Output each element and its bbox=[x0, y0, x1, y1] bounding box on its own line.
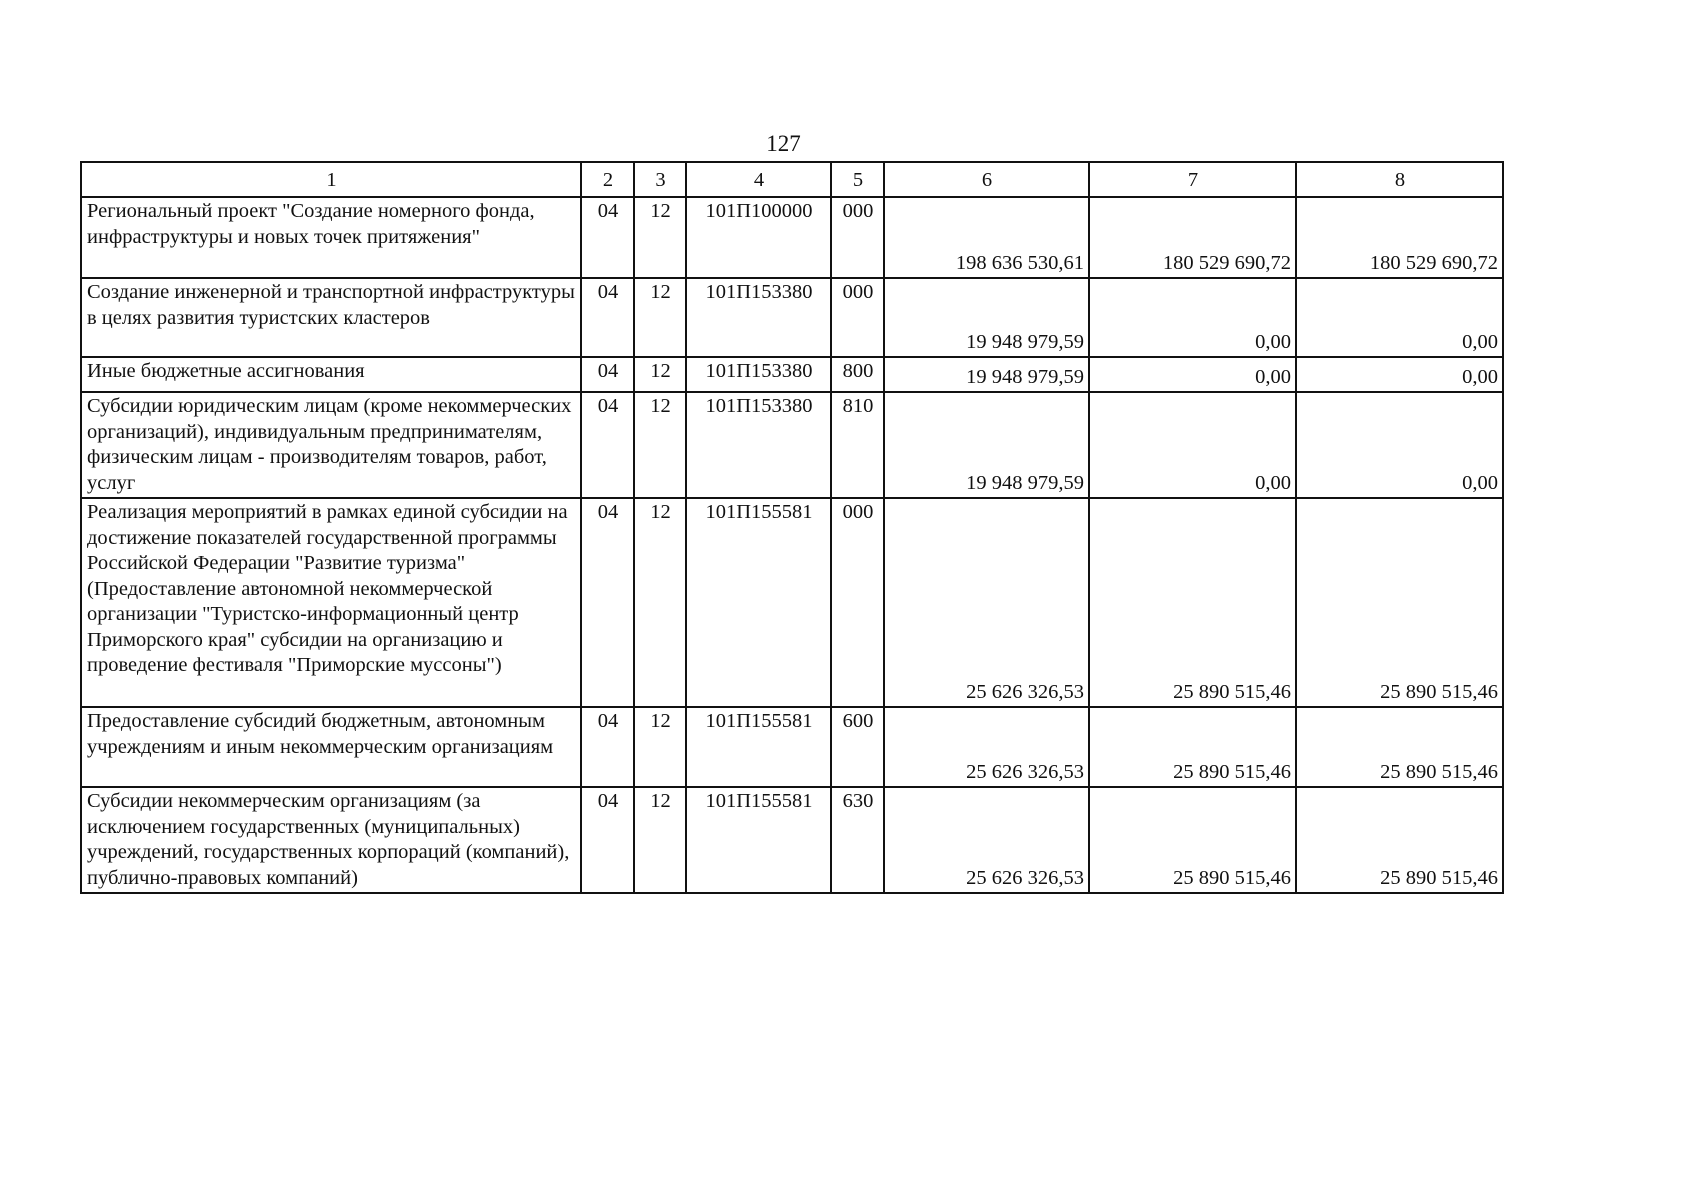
row-expense-type: 630 bbox=[831, 787, 884, 893]
row-subsection: 12 bbox=[634, 498, 686, 707]
column-header: 8 bbox=[1296, 162, 1503, 197]
row-amount-col7: 25 890 515,46 bbox=[1089, 787, 1296, 893]
row-expense-type: 810 bbox=[831, 392, 884, 498]
row-name: Субсидии некоммерческим организациям (за исключением государственных (муниципальных) учреждений, государственных корпораций (компаний), публично-правовых компаний) bbox=[81, 787, 581, 893]
row-expense-type: 800 bbox=[831, 357, 884, 392]
column-header: 4 bbox=[686, 162, 831, 197]
table-row bbox=[81, 787, 1503, 893]
row-amount-col8: 25 890 515,46 bbox=[1296, 707, 1503, 787]
column-header: 7 bbox=[1089, 162, 1296, 197]
table-header-row bbox=[81, 162, 1503, 197]
row-name: Реализация мероприятий в рамках единой субсидии на достижение показателей государственной программы Российской Федерации "Развитие туризма" (Предоставление автономной некоммерческой организации "Туристско-информационный центр Приморского края" субсидии на организацию и проведение фестиваля "Приморские муссоны") bbox=[81, 498, 581, 707]
row-amount-col6: 25 626 326,53 bbox=[884, 498, 1089, 707]
row-subsection: 12 bbox=[634, 787, 686, 893]
row-name: Субсидии юридическим лицам (кроме некоммерческих организаций), индивидуальным предпринимателям, физическим лицам - производителям товаров, работ, услуг bbox=[81, 392, 581, 498]
row-name: Иные бюджетные ассигнования bbox=[81, 357, 581, 392]
budget-table bbox=[80, 161, 1504, 894]
row-amount-col8: 0,00 bbox=[1296, 357, 1503, 392]
row-subsection: 12 bbox=[634, 278, 686, 357]
row-amount-col8: 0,00 bbox=[1296, 392, 1503, 498]
row-subsection: 12 bbox=[634, 707, 686, 787]
row-amount-col8: 25 890 515,46 bbox=[1296, 787, 1503, 893]
table-row bbox=[81, 498, 1503, 707]
row-section: 04 bbox=[581, 707, 634, 787]
row-target-article: 101П153380 bbox=[686, 278, 831, 357]
row-target-article: 101П100000 bbox=[686, 197, 831, 278]
row-section: 04 bbox=[581, 787, 634, 893]
row-amount-col6: 25 626 326,53 bbox=[884, 787, 1089, 893]
row-subsection: 12 bbox=[634, 197, 686, 278]
row-subsection: 12 bbox=[634, 357, 686, 392]
column-header: 1 bbox=[81, 162, 581, 197]
row-amount-col7: 0,00 bbox=[1089, 357, 1296, 392]
row-target-article: 101П153380 bbox=[686, 357, 831, 392]
row-amount-col7: 180 529 690,72 bbox=[1089, 197, 1296, 278]
row-amount-col7: 0,00 bbox=[1089, 392, 1296, 498]
row-section: 04 bbox=[581, 392, 634, 498]
row-amount-col8: 25 890 515,46 bbox=[1296, 498, 1503, 707]
table-row bbox=[81, 197, 1503, 278]
row-expense-type: 000 bbox=[831, 498, 884, 707]
row-target-article: 101П155581 bbox=[686, 707, 831, 787]
row-amount-col6: 198 636 530,61 bbox=[884, 197, 1089, 278]
column-header: 3 bbox=[634, 162, 686, 197]
row-amount-col7: 25 890 515,46 bbox=[1089, 498, 1296, 707]
row-target-article: 101П153380 bbox=[686, 392, 831, 498]
table-row bbox=[81, 278, 1503, 357]
row-expense-type: 600 bbox=[831, 707, 884, 787]
row-subsection: 12 bbox=[634, 392, 686, 498]
row-amount-col6: 19 948 979,59 bbox=[884, 278, 1089, 357]
row-amount-col6: 19 948 979,59 bbox=[884, 357, 1089, 392]
row-amount-col7: 25 890 515,46 bbox=[1089, 707, 1296, 787]
table-row bbox=[81, 357, 1503, 392]
page-number: 127 bbox=[766, 131, 801, 156]
column-header: 5 bbox=[831, 162, 884, 197]
row-expense-type: 000 bbox=[831, 278, 884, 357]
row-name: Предоставление субсидий бюджетным, автономным учреждениям и иным некоммерческим организациям bbox=[81, 707, 581, 787]
column-header: 6 bbox=[884, 162, 1089, 197]
row-amount-col8: 0,00 bbox=[1296, 278, 1503, 357]
row-amount-col6: 19 948 979,59 bbox=[884, 392, 1089, 498]
row-section: 04 bbox=[581, 498, 634, 707]
row-name: Создание инженерной и транспортной инфраструктуры в целях развития туристских кластеров bbox=[81, 278, 581, 357]
table-row bbox=[81, 392, 1503, 498]
row-section: 04 bbox=[581, 357, 634, 392]
row-target-article: 101П155581 bbox=[686, 787, 831, 893]
row-amount-col6: 25 626 326,53 bbox=[884, 707, 1089, 787]
row-section: 04 bbox=[581, 278, 634, 357]
row-section: 04 bbox=[581, 197, 634, 278]
row-amount-col8: 180 529 690,72 bbox=[1296, 197, 1503, 278]
column-header: 2 bbox=[581, 162, 634, 197]
table-row bbox=[81, 707, 1503, 787]
row-amount-col7: 0,00 bbox=[1089, 278, 1296, 357]
row-target-article: 101П155581 bbox=[686, 498, 831, 707]
row-expense-type: 000 bbox=[831, 197, 884, 278]
row-name: Региональный проект "Создание номерного фонда, инфраструктуры и новых точек притяжения" bbox=[81, 197, 581, 278]
